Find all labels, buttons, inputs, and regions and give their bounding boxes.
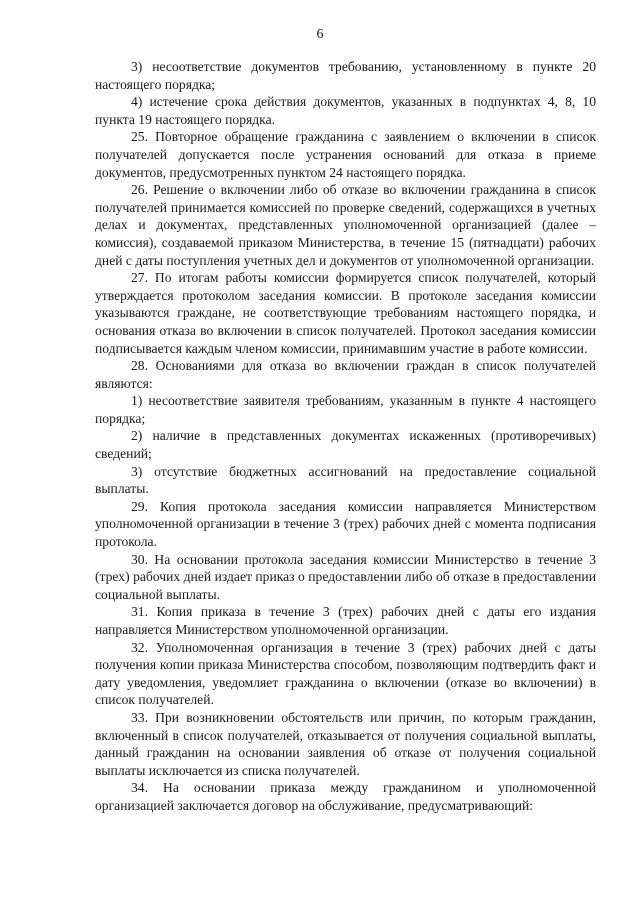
paragraph-28-item-1: 1) несоответствие заявителя требованиям, указанным в пункте 4 настоящего порядка; bbox=[95, 393, 596, 426]
paragraph-28-item-3: 3) отсутствие бюджетных ассигнований на предоставление социальной выплаты. bbox=[95, 463, 596, 497]
document-body bbox=[95, 58, 596, 815]
paragraph-item-3: 3) несоответствие документов требованию, установленному в пункте 20 настоящего порядка; bbox=[95, 59, 596, 92]
paragraph-28-item-2: 2) наличие в представленных документах искаженных (противоречивых) сведений; bbox=[95, 428, 596, 462]
paragraph-item-4: 4) истечение срока действия документов, указанных в подпунктах 4, 8, 10 пункта 19 настоящего порядка. bbox=[95, 94, 596, 127]
paragraph-27: 27. По итогам работы комиссии формируется список получателей, который утверждается протоколом заседания комиссии. В протоколе заседания комиссии указываются граждане, не соответствующие требованиям настоящего порядка, и основания отказа во включении в список получателей. Протокол заседания комиссии подписывается каждым членом комиссии, принимавшим участие в работе комиссии. bbox=[95, 270, 596, 356]
paragraph-25: 25. Повторное обращение гражданина с заявлением о включении в список получателей допускается после устранения оснований для отказа в приеме документов, предусмотренных пунктом 24 настоящего порядка. bbox=[95, 129, 596, 180]
paragraph-29: 29. Копия протокола заседания комиссии направляется Министерством уполномоченной организации в течение 3 (трех) рабочих дней с момента подписания протокола. bbox=[95, 498, 596, 550]
page-number: 6 bbox=[316, 27, 324, 42]
paragraph-33: 33. При возникновении обстоятельств или причин, по которым гражданин, включенный в список получателей, отказывается от получения социальной выплаты, данный гражданин на основании заявления об отказе от получения социальной выплаты исключается из списка получателей. bbox=[95, 709, 596, 778]
paragraph-30: 30. На основании протокола заседания комиссии Министерство в течение 3 (трех) рабочих дней издает приказ о предоставлении либо об отказе в предоставлении социальной выплаты. bbox=[95, 551, 596, 602]
paragraph-28: 28. Основаниями для отказа во включении граждан в список получателей являются: bbox=[95, 358, 596, 391]
paragraph-34: 34. На основании приказа между гражданином и уполномоченной организацией заключается договор на обслуживание, предусматривающий: bbox=[95, 780, 596, 813]
paragraph-32: 32. Уполномоченная организация в течение 3 (трех) рабочих дней с даты получения копии приказа Министерства способом, позволяющим подтвердить факт и дату уведомления, уведомляет гражданина о включении (отказе во включении) в список получателей. bbox=[95, 639, 596, 708]
paragraph-26: 26. Решение о включении либо об отказе во включении гражданина в список получателей принимается комиссией по проверке сведений, содержащихся в учетных делах и документах, представленных уполномоченной организацией (далее – комиссия), создаваемой приказом Министерства, в течение 15 (пятнадцати) рабочих дней с даты поступления учетных дел и документов от уполномоченной организации. bbox=[95, 182, 596, 268]
paragraph-31: 31. Копия приказа в течение 3 (трех) рабочих дней с даты его издания направляется Министерством уполномоченной организации. bbox=[95, 604, 596, 637]
